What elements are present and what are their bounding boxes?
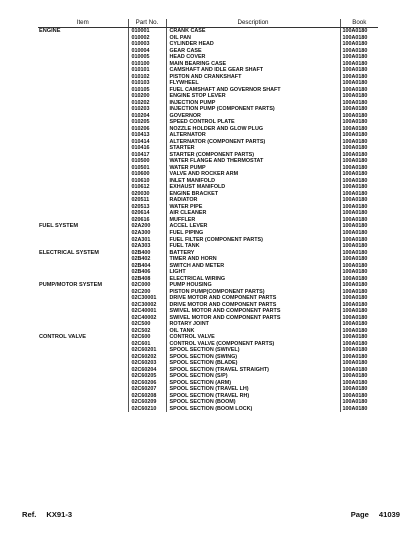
row-book: 100A0180 xyxy=(340,61,378,68)
header-part-no: Part No. xyxy=(128,19,166,28)
row-description: SPOOL SECTION (TRAVEL LH) xyxy=(166,386,340,393)
row-book: 100A0180 xyxy=(340,380,378,387)
row-book: 100A0180 xyxy=(340,93,378,100)
row-part-no: 010204 xyxy=(128,113,166,120)
row-book: 100A0180 xyxy=(340,347,378,354)
row-item xyxy=(38,406,128,413)
row-part-no: 02C60206 xyxy=(128,380,166,387)
row-description: SPOOL SECTION (BLADE) xyxy=(166,360,340,367)
row-part-no: 010202 xyxy=(128,100,166,107)
row-part-no: 02B406 xyxy=(128,269,166,276)
row-part-no: 02C60210 xyxy=(128,406,166,413)
row-part-no: 010416 xyxy=(128,145,166,152)
table-header xyxy=(38,19,378,28)
row-description: CAMSHAFT AND IDLE GEAR SHAFT xyxy=(166,67,340,74)
row-part-no: 010500 xyxy=(128,158,166,165)
row-book: 100A0180 xyxy=(340,158,378,165)
row-item: FUEL SYSTEM xyxy=(39,223,79,230)
row-part-no: 010101 xyxy=(128,67,166,74)
row-part-no: 02C60208 xyxy=(128,393,166,400)
row-description: PISTON PUMP(COMPONENT PARTS) xyxy=(166,289,340,296)
row-part-no: 02A303 xyxy=(128,243,166,250)
row-part-no: 010501 xyxy=(128,165,166,172)
row-description: STARTER (COMPONENT PARTS) xyxy=(166,152,340,159)
row-part-no: 02C000 xyxy=(128,282,166,289)
row-book: 100A0180 xyxy=(340,35,378,42)
row-part-no: 02C60201 xyxy=(128,347,166,354)
row-book: 100A0180 xyxy=(340,256,378,263)
row-item: PUMP/MOTOR SYSTEM xyxy=(39,282,102,289)
row-book: 100A0180 xyxy=(340,191,378,198)
row-part-no: 02A300 xyxy=(128,230,166,237)
page-number xyxy=(351,510,400,519)
row-book: 100A0180 xyxy=(340,360,378,367)
row-part-no: 02C600 xyxy=(128,334,166,341)
row-book: 100A0180 xyxy=(340,276,378,283)
row-description: SPOOL SECTION (SWING) xyxy=(166,354,340,361)
row-part-no: 010414 xyxy=(128,139,166,146)
row-description: TIMER AND HORN xyxy=(166,256,340,263)
row-book: 100A0180 xyxy=(340,269,378,276)
row-item: ELECTRICAL SYSTEM xyxy=(39,249,99,256)
parts-index-table xyxy=(38,19,378,412)
row-book: 100A0180 xyxy=(340,106,378,113)
row-book: 100A0180 xyxy=(340,399,378,406)
row-description: CONTROL VALVE (COMPONENT PARTS) xyxy=(166,341,340,348)
row-part-no: 02C30001 xyxy=(128,295,166,302)
row-book: 100A0180 xyxy=(340,243,378,250)
row-part-no: 02C60205 xyxy=(128,373,166,380)
row-description: PUMP HOUSING xyxy=(166,282,340,289)
row-part-no: 010102 xyxy=(128,74,166,81)
table-row xyxy=(38,406,378,413)
row-book: 100A0180 xyxy=(340,165,378,172)
row-part-no: 02C40002 xyxy=(128,315,166,322)
row-item: ENGINE xyxy=(39,28,61,34)
row-description: PISTON AND CRANKSHAFT xyxy=(166,74,340,81)
row-part-no: 010100 xyxy=(128,61,166,68)
row-part-no: 02C40001 xyxy=(128,308,166,315)
row-description: NOZZLE HOLDER AND GLOW PLUG xyxy=(166,126,340,133)
row-part-no: 02A200 xyxy=(128,223,166,230)
table-row xyxy=(38,28,378,35)
row-description: EXHAUST MANIFOLD xyxy=(166,184,340,191)
row-book: 100A0180 xyxy=(340,217,378,224)
row-book: 100A0180 xyxy=(340,132,378,139)
row-book: 100A0180 xyxy=(340,328,378,335)
row-book: 100A0180 xyxy=(340,197,378,204)
row-description: FUEL FILTER (COMPONENT PARTS) xyxy=(166,237,340,244)
row-description: SWIVEL MOTOR AND COMPONENT PARTS xyxy=(166,308,340,315)
row-book: 100A0180 xyxy=(340,100,378,107)
row-part-no: 010001 xyxy=(128,28,166,35)
row-book: 100A0180 xyxy=(340,28,378,35)
row-part-no: 020614 xyxy=(128,210,166,217)
row-description: ENGINE BRACKET xyxy=(166,191,340,198)
row-part-no: 010610 xyxy=(128,178,166,185)
row-description: FLYWHEEL xyxy=(166,80,340,87)
row-part-no: 010002 xyxy=(128,35,166,42)
row-book: 100A0180 xyxy=(340,145,378,152)
row-book: 100A0180 xyxy=(340,386,378,393)
row-part-no: 010003 xyxy=(128,41,166,48)
row-description: SWITCH AND METER xyxy=(166,263,340,270)
row-book: 100A0180 xyxy=(340,289,378,296)
header-book: Book xyxy=(340,19,378,28)
row-part-no: 02C30002 xyxy=(128,302,166,309)
row-description: ALTERNATOR (COMPONENT PARTS) xyxy=(166,139,340,146)
row-book: 100A0180 xyxy=(340,237,378,244)
row-description: SPOOL SECTION (ARM) xyxy=(166,380,340,387)
row-description: ALTERNATOR xyxy=(166,132,340,139)
row-part-no: 010206 xyxy=(128,126,166,133)
row-book: 100A0180 xyxy=(340,178,378,185)
row-description: SPOOL SECTION (BOOM LOCK) xyxy=(166,406,340,413)
row-description: SPOOL SECTION (S/P) xyxy=(166,373,340,380)
row-book: 100A0180 xyxy=(340,223,378,230)
row-description: ELECTRICAL WIRING xyxy=(166,276,340,283)
row-description: LIGHT xyxy=(166,269,340,276)
row-book: 100A0180 xyxy=(340,341,378,348)
row-description: DRIVE MOTOR AND COMPONENT PARTS xyxy=(166,302,340,309)
row-description: OIL TANK xyxy=(166,328,340,335)
row-book: 100A0180 xyxy=(340,354,378,361)
row-book: 100A0180 xyxy=(340,171,378,178)
row-description: FUEL CAMSHAFT AND GOVERNOR SHAFT xyxy=(166,87,340,94)
row-book: 100A0180 xyxy=(340,74,378,81)
row-book: 100A0180 xyxy=(340,113,378,120)
row-part-no: 010417 xyxy=(128,152,166,159)
row-part-no: 02C500 xyxy=(128,321,166,328)
row-book: 100A0180 xyxy=(340,334,378,341)
row-part-no: 02C601 xyxy=(128,341,166,348)
row-description: INJECTION PUMP (COMPONENT PARTS) xyxy=(166,106,340,113)
row-description: CYLINDER HEAD xyxy=(166,41,340,48)
row-book: 100A0180 xyxy=(340,393,378,400)
header-description: Description xyxy=(166,19,340,28)
table-body xyxy=(38,28,378,413)
row-description: HEAD COVER xyxy=(166,54,340,61)
row-part-no: 020616 xyxy=(128,217,166,224)
row-description: SPOOL SECTION (TRAVEL RH) xyxy=(166,393,340,400)
row-part-no: 010103 xyxy=(128,80,166,87)
row-part-no: 020030 xyxy=(128,191,166,198)
row-book: 100A0180 xyxy=(340,184,378,191)
row-part-no: 02B400 xyxy=(128,250,166,257)
ref-value: KX91-3 xyxy=(46,510,73,519)
parts-index-sheet xyxy=(38,19,378,412)
row-description: ENGINE STOP LEVER xyxy=(166,93,340,100)
row-description: SPOOL SECTION (TRAVEL STRAIGHT) xyxy=(166,367,340,374)
row-description: DRIVE MOTOR AND COMPONENT PARTS xyxy=(166,295,340,302)
row-part-no: 010203 xyxy=(128,106,166,113)
row-part-no: 010612 xyxy=(128,184,166,191)
row-book: 100A0180 xyxy=(340,406,378,413)
row-description: ROTARY JOINT xyxy=(166,321,340,328)
row-part-no: 02C60203 xyxy=(128,360,166,367)
row-book: 100A0180 xyxy=(340,367,378,374)
row-description: SPEED CONTROL PLATE xyxy=(166,119,340,126)
row-description: WATER FLANGE AND THERMOSTAT xyxy=(166,158,340,165)
row-description: STARTER xyxy=(166,145,340,152)
row-description: INLET MANIFOLD xyxy=(166,178,340,185)
row-part-no: 010413 xyxy=(128,132,166,139)
row-description: SPOOL SECTION (BOOM) xyxy=(166,399,340,406)
header-item: Item xyxy=(38,19,128,28)
row-part-no: 010105 xyxy=(128,87,166,94)
row-part-no: 010205 xyxy=(128,119,166,126)
row-description: ACCEL LEVER xyxy=(166,223,340,230)
page-value: 41039 xyxy=(378,510,400,519)
row-book: 100A0180 xyxy=(340,126,378,133)
row-book: 100A0180 xyxy=(340,80,378,87)
row-description: VALVE AND ROCKER ARM xyxy=(166,171,340,178)
row-description: INJECTION PUMP xyxy=(166,100,340,107)
row-book: 100A0180 xyxy=(340,54,378,61)
row-book: 100A0180 xyxy=(340,41,378,48)
row-description: WATER PIPE xyxy=(166,204,340,211)
row-part-no: 02C502 xyxy=(128,328,166,335)
row-description: AIR CLEANER xyxy=(166,210,340,217)
row-part-no: 020513 xyxy=(128,204,166,211)
row-description: RADIATOR xyxy=(166,197,340,204)
row-book: 100A0180 xyxy=(340,119,378,126)
row-part-no: 02C60202 xyxy=(128,354,166,361)
row-part-no: 02C60209 xyxy=(128,399,166,406)
row-description: MUFFLER xyxy=(166,217,340,224)
row-part-no: 010004 xyxy=(128,48,166,55)
row-description: OIL PAN xyxy=(166,35,340,42)
row-part-no: 02A301 xyxy=(128,237,166,244)
row-part-no: 020511 xyxy=(128,197,166,204)
row-book: 100A0180 xyxy=(340,204,378,211)
row-book: 100A0180 xyxy=(340,152,378,159)
row-description: SPOOL SECTION (SWIVEL) xyxy=(166,347,340,354)
row-book: 100A0180 xyxy=(340,263,378,270)
row-book: 100A0180 xyxy=(340,302,378,309)
row-book: 100A0180 xyxy=(340,87,378,94)
page-label: Page xyxy=(350,510,369,519)
row-description: FUEL TANK xyxy=(166,243,340,250)
ref-label: Ref. xyxy=(22,510,37,519)
row-book: 100A0180 xyxy=(340,48,378,55)
row-description: CRANK CASE xyxy=(166,28,340,35)
row-description: SWIVEL MOTOR AND COMPONENT PARTS xyxy=(166,315,340,322)
row-part-no: 02B404 xyxy=(128,263,166,270)
page-footer xyxy=(22,510,400,522)
row-part-no: 010600 xyxy=(128,171,166,178)
row-description: BATTERY xyxy=(166,250,340,257)
row-book: 100A0180 xyxy=(340,250,378,257)
row-book: 100A0180 xyxy=(340,210,378,217)
row-book: 100A0180 xyxy=(340,67,378,74)
row-part-no: 02B402 xyxy=(128,256,166,263)
row-description: FUEL PIPING xyxy=(166,230,340,237)
row-description: GEAR CASE xyxy=(166,48,340,55)
row-book: 100A0180 xyxy=(340,321,378,328)
row-book: 100A0180 xyxy=(340,139,378,146)
row-part-no: 02B408 xyxy=(128,276,166,283)
row-book: 100A0180 xyxy=(340,295,378,302)
row-book: 100A0180 xyxy=(340,308,378,315)
row-book: 100A0180 xyxy=(340,282,378,289)
row-part-no: 010200 xyxy=(128,93,166,100)
row-description: WATER PUMP xyxy=(166,165,340,172)
row-book: 100A0180 xyxy=(340,315,378,322)
row-part-no: 02C60207 xyxy=(128,386,166,393)
row-item: CONTROL VALVE xyxy=(39,334,86,341)
row-part-no: 02C200 xyxy=(128,289,166,296)
row-book: 100A0180 xyxy=(340,230,378,237)
row-description: CONTROL VALVE xyxy=(166,334,340,341)
row-book: 100A0180 xyxy=(340,373,378,380)
row-description: MAIN BEARING CASE xyxy=(166,61,340,68)
row-part-no: 010005 xyxy=(128,54,166,61)
row-description: GOVERNOR xyxy=(166,113,340,120)
row-part-no: 02C60204 xyxy=(128,367,166,374)
reference xyxy=(22,510,72,519)
